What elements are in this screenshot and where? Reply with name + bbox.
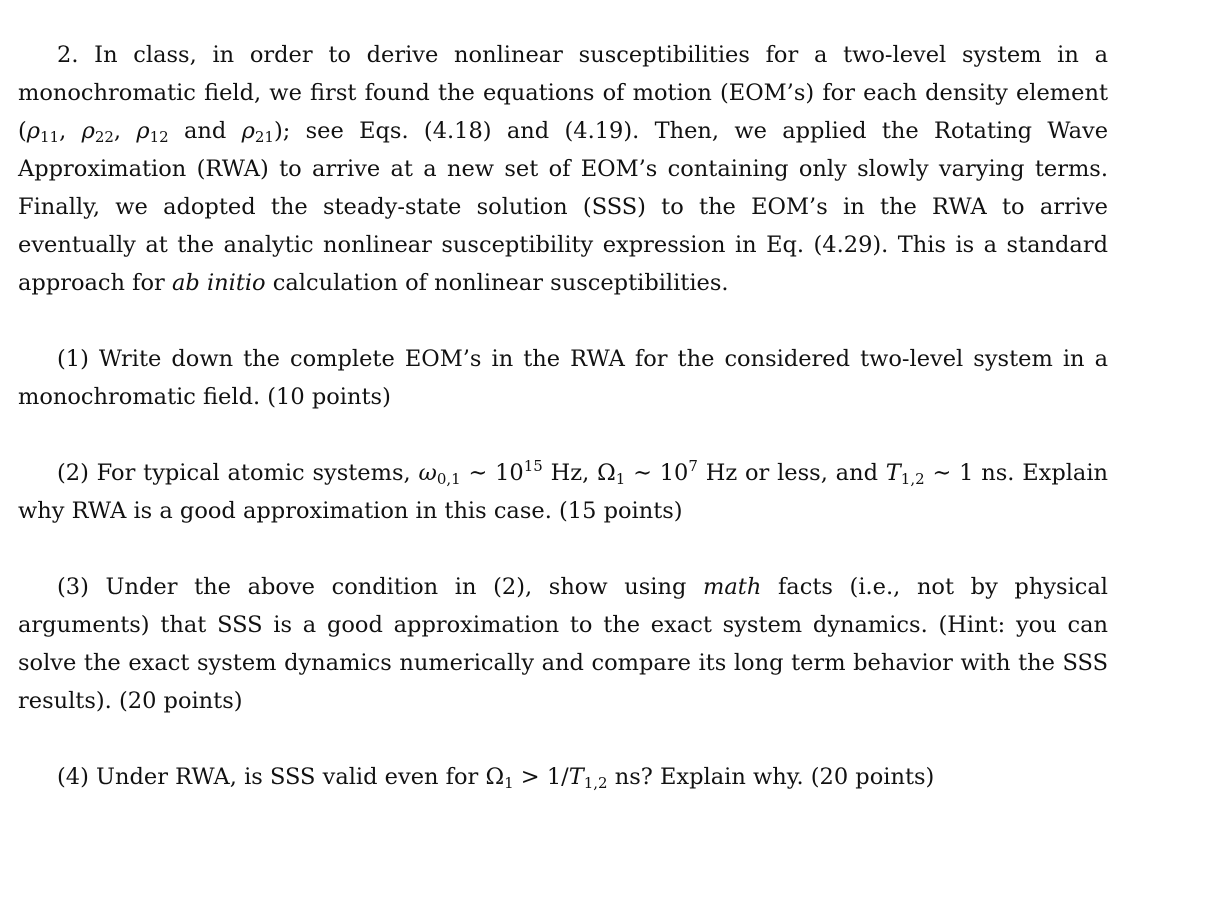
separator-comma: , xyxy=(113,118,137,144)
problem-intro-paragraph xyxy=(18,36,1108,302)
and-word: and xyxy=(168,118,242,144)
ab-initio-emphasis: ab initio xyxy=(171,270,266,296)
part-1-paragraph xyxy=(18,340,1108,416)
omega-subscript: 0,1 xyxy=(436,470,461,488)
t-symbol: T xyxy=(885,460,901,486)
rho-subscript-12: 12 xyxy=(149,128,169,146)
rho-symbol: ρ xyxy=(26,118,41,144)
part-2-text-1: (2) For typical atomic systems, xyxy=(57,460,419,486)
rabi-omega-symbol: Ω xyxy=(597,460,616,486)
problem-document xyxy=(18,36,1108,796)
part-3-text-2: facts (i.e., not by physical arguments) that SSS is a good approximation to the exact system dynamics. (Hint: you can solve the exact system dynamics numerically and compare its long term behavior with the SSS results). (20 points) xyxy=(18,574,1108,714)
part-3-paragraph xyxy=(18,568,1108,720)
t-symbol: T xyxy=(568,764,584,790)
part-4-text-1: (4) Under RWA, is SSS valid even for xyxy=(57,764,486,790)
part-4-paragraph xyxy=(18,758,1108,796)
exponent-7: 7 xyxy=(688,457,698,475)
rho-subscript-21: 21 xyxy=(254,128,274,146)
intro-text-2: ); see Eqs. (4.18) and (4.19). Then, we applied the Rotating Wave Approximation (RWA) to arrive at a new set of EOM’s containing only slowly varying terms. Finally, we adopted the steady-state solution (SSS) to the EOM’s in the RWA to arrive eventually at the analytic nonlinear susceptibility expression in Eq. (4.29). This is a standard approach for xyxy=(18,118,1109,296)
part-4-text-2: ns? Explain why. (20 points) xyxy=(607,764,935,790)
greater-than-one-over: > 1/ xyxy=(513,764,569,790)
math-emphasis: math xyxy=(703,574,762,600)
rho-subscript-22: 22 xyxy=(94,128,114,146)
sim-ten: ∼ 10 xyxy=(460,460,524,486)
part-2-text-2: Hz or less, and xyxy=(697,460,886,486)
sim-ten-2: ∼ 10 xyxy=(625,460,689,486)
intro-text-3: calculation of nonlinear susceptibilities. xyxy=(265,270,729,296)
hz-comma: Hz, xyxy=(542,460,598,486)
rho-subscript-11: 11 xyxy=(40,128,60,146)
part-2-text-3: ∼ 1 ns. Explain why RWA is a good approximation in this case. (15 points) xyxy=(18,460,1109,524)
omega-symbol: ω xyxy=(418,460,437,486)
rabi-omega-subscript: 1 xyxy=(504,774,514,792)
t-subscript: 1,2 xyxy=(583,774,608,792)
t-subscript: 1,2 xyxy=(900,470,925,488)
exponent-15: 15 xyxy=(523,457,543,475)
part-1-text: (1) Write down the complete EOM’s in the RWA for the considered two-level system in a monochromatic field. (10 points) xyxy=(18,346,1108,410)
part-2-paragraph xyxy=(18,454,1108,530)
intro-text-1: 2. In class, in order to derive nonlinear susceptibilities for a two-level system in a monochromatic field, we first found the equations of motion (EOM’s) for each density element ( xyxy=(18,42,1108,144)
rho-symbol: ρ xyxy=(81,118,95,144)
part-3-text-1: (3) Under the above condition in (2), show using xyxy=(57,574,704,600)
rabi-omega-subscript: 1 xyxy=(615,470,626,488)
separator-comma: , xyxy=(59,118,82,144)
rho-symbol: ρ xyxy=(136,118,150,144)
rabi-omega-symbol: Ω xyxy=(485,764,505,790)
rho-symbol: ρ xyxy=(241,118,255,144)
